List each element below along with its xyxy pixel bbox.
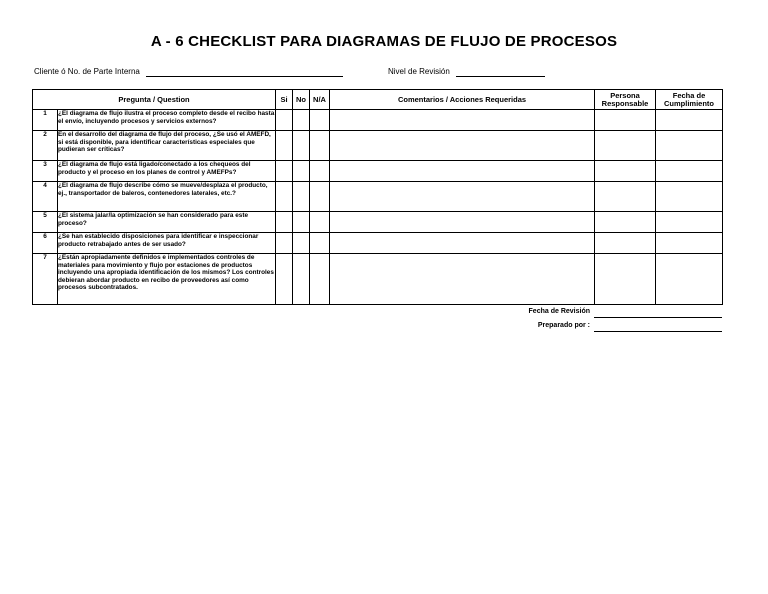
si-cell[interactable] [276, 233, 293, 254]
persona-cell[interactable] [595, 110, 656, 131]
fecha-cell[interactable] [656, 161, 723, 182]
na-cell[interactable] [310, 233, 330, 254]
persona-cell[interactable] [595, 212, 656, 233]
row-number: 5 [33, 212, 58, 233]
fecha-cell[interactable] [656, 212, 723, 233]
comentarios-cell[interactable] [330, 131, 595, 161]
header-na: N/A [310, 90, 330, 110]
persona-cell[interactable] [595, 131, 656, 161]
row-question: ¿Están apropiadamente definidos e implementados controles de materiales para movimiento y flujo por estaciones de productos incluyendo una apropiada identificación de los mismos? Los controles debieran abordar producto en recibo de proveedores así como procesos subcontratados. [58, 254, 276, 305]
fecha-cell[interactable] [656, 131, 723, 161]
row-question: ¿El diagrama de flujo describe cómo se mueve/desplaza el producto, ej., transportador de baleros, contenedores laterales, etc.? [58, 182, 276, 212]
no-cell[interactable] [293, 131, 310, 161]
fecha-revision-label: Fecha de Revisión [528, 308, 590, 315]
fecha-revision-field[interactable] [594, 317, 722, 318]
preparado-por-field[interactable] [594, 331, 722, 332]
checklist-table [32, 89, 723, 305]
row-question: ¿El diagrama de flujo ilustra el proceso completo desde el recibo hasta el envío, incluyendo procesos y servicios externos? [58, 110, 276, 131]
row-number: 3 [33, 161, 58, 182]
persona-cell[interactable] [595, 182, 656, 212]
header-persona-responsable: Persona Responsable [595, 90, 656, 110]
si-cell[interactable] [276, 254, 293, 305]
comentarios-cell[interactable] [330, 233, 595, 254]
na-cell[interactable] [310, 131, 330, 161]
no-cell[interactable] [293, 110, 310, 131]
na-cell[interactable] [310, 110, 330, 131]
table-header-row [33, 90, 723, 110]
row-question: ¿El diagrama de flujo está ligado/conectado a los chequeos del producto y el proceso en los planes de control y AMEFPs? [58, 161, 276, 182]
no-cell[interactable] [293, 212, 310, 233]
si-cell[interactable] [276, 212, 293, 233]
si-cell[interactable] [276, 131, 293, 161]
fecha-cell[interactable] [656, 182, 723, 212]
header-fecha-cumplimiento: Fecha de Cumplimiento [656, 90, 723, 110]
comentarios-cell[interactable] [330, 110, 595, 131]
persona-cell[interactable] [595, 233, 656, 254]
row-question: En el desarrollo del diagrama de flujo del proceso, ¿Se usó el AMEFD, si está disponible, para identificar características especiales que pudieran ser críticas? [58, 131, 276, 161]
table-row [33, 233, 723, 254]
persona-cell[interactable] [595, 254, 656, 305]
row-number: 1 [33, 110, 58, 131]
table-row [33, 131, 723, 161]
table-row [33, 161, 723, 182]
comentarios-cell[interactable] [330, 254, 595, 305]
header-si: Si [276, 90, 293, 110]
comentarios-cell[interactable] [330, 182, 595, 212]
na-cell[interactable] [310, 212, 330, 233]
comentarios-cell[interactable] [330, 161, 595, 182]
na-cell[interactable] [310, 254, 330, 305]
cliente-label: Cliente ó No. de Parte Interna [34, 67, 140, 76]
na-cell[interactable] [310, 182, 330, 212]
no-cell[interactable] [293, 161, 310, 182]
nivel-revision-label: Nivel de Revisión [388, 67, 450, 76]
row-question: ¿Se han establecido disposiciones para identificar e inspeccionar producto retrabajado antes de ser usado? [58, 233, 276, 254]
table-row [33, 254, 723, 305]
comentarios-cell[interactable] [330, 212, 595, 233]
fecha-cell[interactable] [656, 110, 723, 131]
si-cell[interactable] [276, 182, 293, 212]
persona-cell[interactable] [595, 161, 656, 182]
table-row [33, 110, 723, 131]
fecha-cell[interactable] [656, 254, 723, 305]
nivel-revision-field[interactable] [456, 76, 545, 77]
fecha-cell[interactable] [656, 233, 723, 254]
no-cell[interactable] [293, 254, 310, 305]
header-pregunta: Pregunta / Question [33, 90, 276, 110]
no-cell[interactable] [293, 233, 310, 254]
header-comentarios: Comentarios / Acciones Requeridas [330, 90, 595, 110]
preparado-por-label: Preparado por : [537, 322, 590, 329]
table-row [33, 182, 723, 212]
row-number: 2 [33, 131, 58, 161]
cliente-field[interactable] [146, 76, 343, 77]
header-no: No [293, 90, 310, 110]
si-cell[interactable] [276, 161, 293, 182]
row-number: 4 [33, 182, 58, 212]
row-number: 6 [33, 233, 58, 254]
no-cell[interactable] [293, 182, 310, 212]
si-cell[interactable] [276, 110, 293, 131]
page-title: A - 6 CHECKLIST PARA DIAGRAMAS DE FLUJO DE PROCESOS [150, 33, 618, 50]
na-cell[interactable] [310, 161, 330, 182]
row-question: ¿El sistema jalar/la optimización se han considerado para este proceso? [58, 212, 276, 233]
table-row [33, 212, 723, 233]
row-number: 7 [33, 254, 58, 305]
